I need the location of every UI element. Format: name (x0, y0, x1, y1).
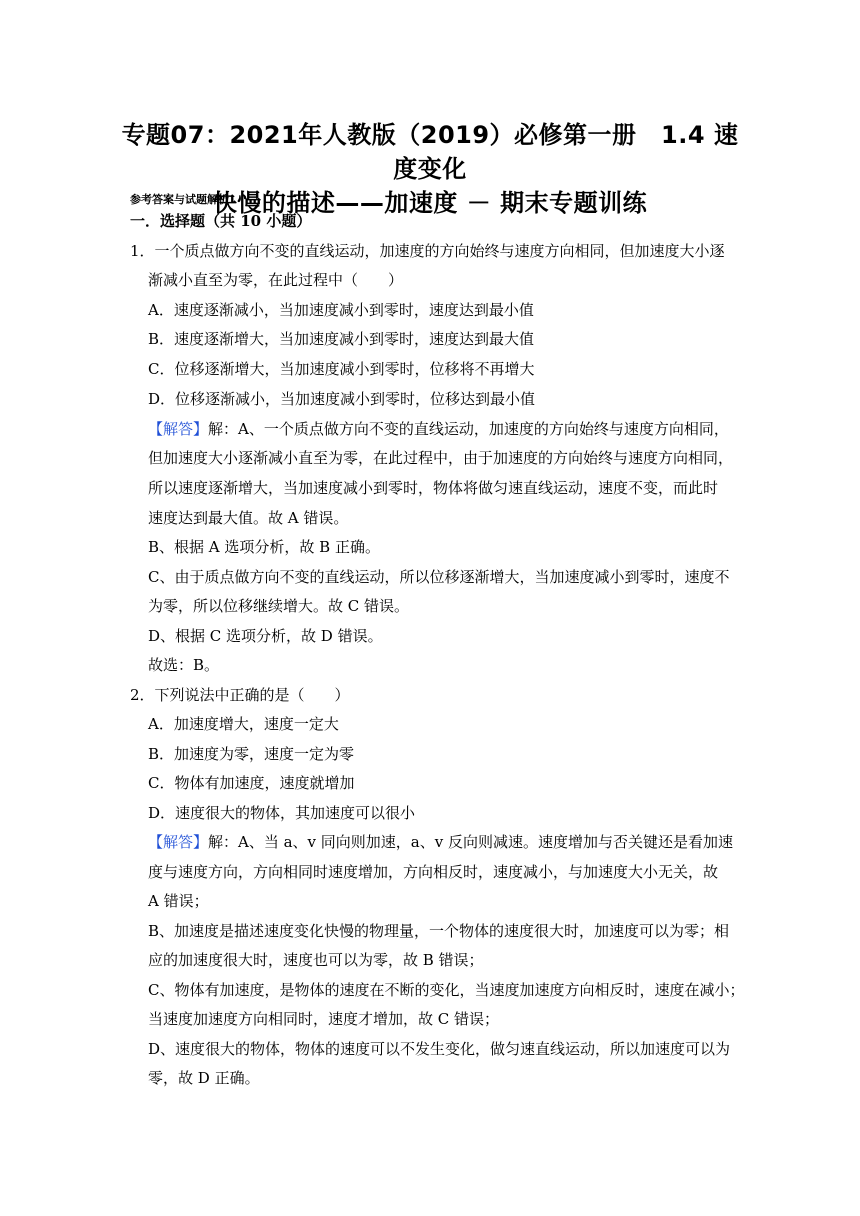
q1-answer-line: 但加速度大小逐渐减小直至为零，在此过程中，由于加速度的方向始终与速度方向相同， (148, 449, 734, 467)
q1-answer-line: 故选：B。 (148, 656, 220, 674)
q1-answer-text: 解：A、一个质点做方向不变的直线运动，加速度的方向始终与速度方向相同， (208, 420, 729, 438)
q1-answer-line: D、根据 C 选项分析，故 D 错误。 (148, 627, 383, 645)
q1-answer-line: 所以速度逐渐增大，当加速度减小到零时，物体将做匀速直线运动，速度不变，而此时 (148, 479, 719, 497)
q1-answer-tag: 【解答】 (148, 420, 209, 438)
q2-stem: 2．下列说法中正确的是（ ） (130, 686, 350, 704)
q2-answer-line-1 (148, 832, 733, 852)
q1-answer-line: B、根据 A 选项分析，故 B 正确。 (148, 538, 380, 556)
q2-option-c: C．物体有加速度，速度就增加 (148, 774, 355, 792)
q2-answer-line: 应的加速度很大时，速度也可以为零，故 B 错误； (148, 951, 484, 969)
title-line-1: 专题07：2021年人教版（2019）必修第一册 1.4 速度变化 (121, 121, 739, 183)
q1-option-c: C．位移逐渐增大，当加速度减小到零时，位移将不再增大 (148, 360, 535, 378)
q2-answer-line: B、加速度是描述速度变化快慢的物理量，一个物体的速度很大时，加速度可以为零；相 (148, 922, 730, 940)
q2-option-b: B．加速度为零，速度一定为零 (148, 745, 355, 763)
q2-option-a: A．加速度增大，速度一定大 (148, 715, 339, 733)
q1-option-a: A．速度逐渐减小，当加速度减小到零时，速度达到最小值 (148, 301, 534, 319)
q2-answer-line: 度与速度方向，方向相同时速度增加，方向相反时，速度减小，与加速度大小无关，故 (148, 863, 719, 881)
section-heading: 一．选择题（共 10 小题） (130, 212, 312, 230)
q2-answer-text: 解：A、当 a、v 同向则加速，a、v 反向则减速。速度增加与否关键还是看加速 (208, 833, 733, 851)
q1-option-b: B．速度逐渐增大，当加速度减小到零时，速度达到最大值 (148, 330, 535, 348)
q1-answer-line: 为零，所以位移继续增大。故 C 错误。 (148, 597, 410, 615)
q1-answer-line-1 (148, 419, 729, 439)
q1-stem-line-2: 渐减小直至为零，在此过程中（ ） (148, 271, 404, 289)
q2-answer-line: D、速度很大的物体，物体的速度可以不发生变化，做匀速直线运动，所以加速度可以为 (148, 1040, 731, 1058)
q2-answer-line: A 错误； (148, 892, 209, 910)
q1-option-d: D．位移逐渐减小，当加速度减小到零时，位移达到最小值 (148, 390, 536, 408)
q1-answer-line: 速度达到最大值。故 A 错误。 (148, 509, 349, 527)
q1-stem-line-1: 1．一个质点做方向不变的直线运动，加速度的方向始终与速度方向相同，但加速度大小逐 (130, 242, 725, 260)
q2-answer-line: 当速度加速度方向相同时，速度才增加，故 C 错误； (148, 1010, 500, 1028)
q2-answer-line: 零，故 D 正确。 (148, 1069, 260, 1087)
title-line-2: 快慢的描述——加速度 － 期末专题训练 (212, 189, 648, 217)
subheading: 参考答案与试题解析 (130, 193, 229, 206)
q2-answer-line: C、物体有加速度，是物体的速度在不断的变化，当速度加速度方向相反时，速度在减小； (148, 981, 745, 999)
q2-option-d: D．速度很大的物体，其加速度可以很小 (148, 804, 416, 822)
q1-answer-line: C、由于质点做方向不变的直线运动，所以位移逐渐增大，当加速度减小到零时，速度不 (148, 568, 730, 586)
q2-answer-tag: 【解答】 (148, 833, 209, 851)
